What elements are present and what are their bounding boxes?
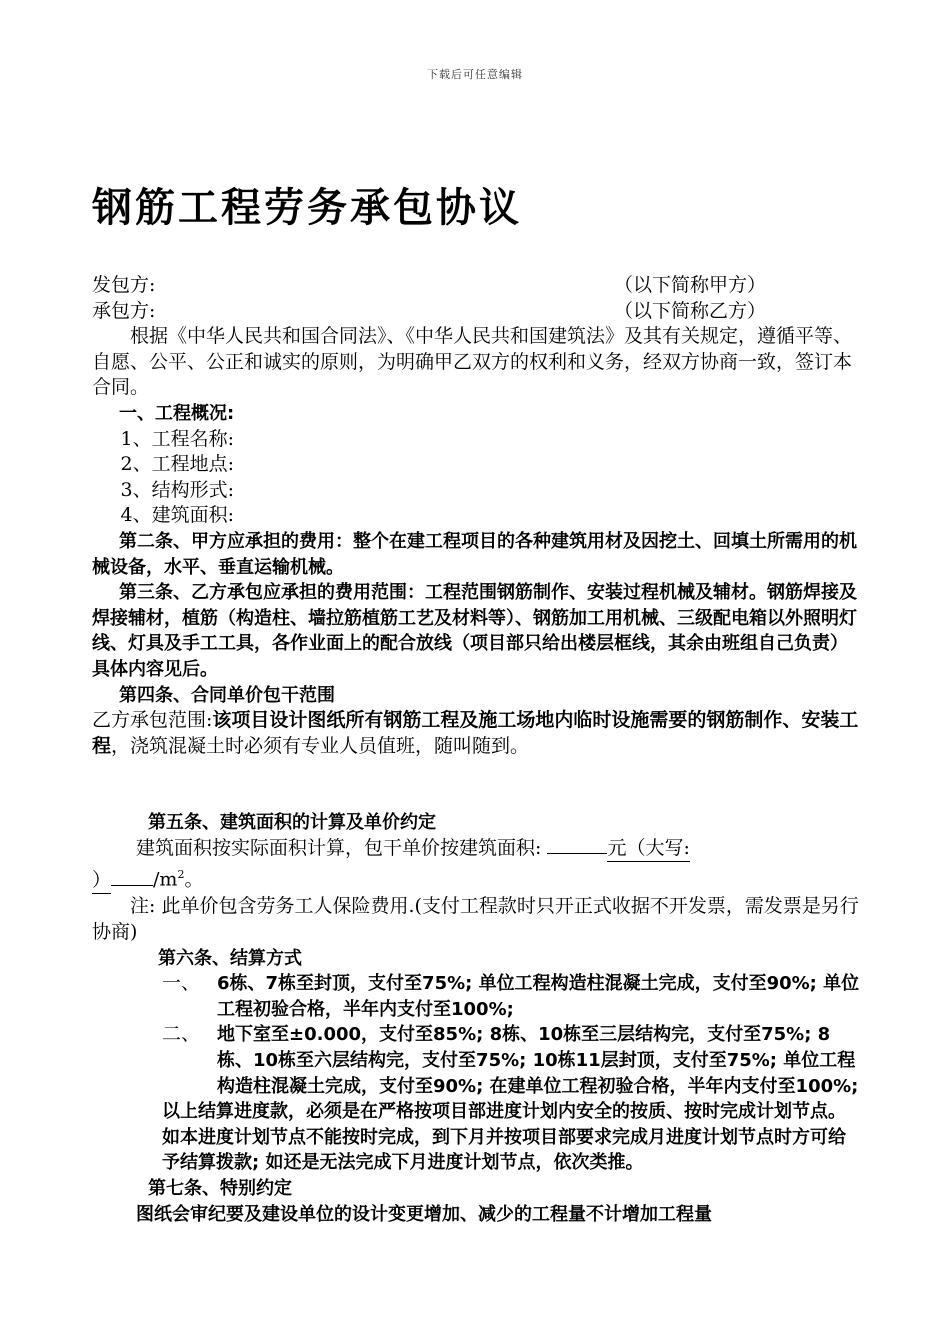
article3-paragraph: 第三条、乙方承包应承担的费用范围：工程范围钢筋制作、安装过程机械及辅材。钢筋焊接及焊接辅材，植筋（构造柱、墙拉筋植筋工艺及材料等）、钢筋加工用机械、三级配电箱以外照明灯线、灯具及手工工具，各作业面上的配合放线（项目部只给出楼层框线，其余由班组自己负责）具体内容见后。 [92,582,857,680]
document-body [92,273,862,1227]
contractor-short: （以下简称乙方） [613,299,766,322]
article4-bold-text: 该项目设计图纸所有钢筋工程及施工场地内临时设施需要的钢筋制作、安装工程 [92,709,859,757]
spacer [92,759,862,810]
settlement-item-number: 二、 [162,1023,201,1046]
price-unit: /m [153,868,178,891]
intro-paragraph: 根据《中华人民共和国合同法》、《中华人民共和国建筑法》及其有关规定，遵循平等、自愿、公平、公正和诚实的原则，为明确甲乙双方的权利和义务，经双方协商一致，签订本合同。 [92,325,853,399]
article2-paragraph: 第二条、甲方应承担的费用：整个在建工程项目的各种建筑用材及因挖土、回填土所需用的机械设备，水平、垂直运输机械。 [92,530,857,578]
settlement-item [92,971,862,1022]
section1-heading: 一、工程概况: [119,402,235,424]
article7-text: 图纸会审纪要及建设单位的设计变更增加、减少的工程量不计增加工程量 [136,1203,712,1225]
employer-short: （以下简称甲方） [613,274,766,296]
contractor-label: 承包方: [92,299,156,322]
employer-row [92,273,862,299]
settlement-item-text: 6栋、7栋至封顶，支付至75%; 单位工程构造柱混凝土完成，支付至90%; 单位工程初验合格，半年内支付至100%; [217,973,860,1020]
price-yuan: 元（大写: [607,836,689,863]
article4-heading: 第四条、合同单价包干范围 [119,684,335,706]
price-close: ） [92,868,111,895]
article6-heading: 第六条、结算方式 [158,947,302,969]
contractor-row [92,299,862,325]
settlement-item-number: 一、 [162,972,201,995]
price-blank [547,853,607,854]
article5-line1 [92,836,862,863]
article5-note: 注: 此单价包含劳务工人保险费用.(支付工程款时只开正式收据不开发票，需发票是另行协商) [92,895,859,943]
article4-rest: ，浇筑混凝土时必须有专业人员值班，随叫随到。 [111,734,530,757]
section1-item: 4、建筑面积: [120,504,234,527]
article4-label: 乙方承包范围: [92,709,213,732]
price-end: 。 [184,868,204,891]
article5-heading: 第五条、建筑面积的计算及单价约定 [148,812,436,834]
settlement-item [92,1022,862,1099]
price-unit-sup: 2 [177,868,185,882]
section1-item: 2、工程地点: [120,453,234,476]
employer-label: 发包方: [92,274,156,296]
document-title: 钢筋工程劳务承包协议 [92,185,522,231]
article4-paragraph [92,708,862,759]
section1-item: 3、结构形式: [120,478,234,501]
article6-paragraph: 以上结算进度款，必须是在严格按项目部进度计划内安全的按质、按时完成计划节点。如本进度计划节点不能按时完成，到下月并按项目部要求完成月进度计划节点时方可给予结算拨款; 如还是无法完成下月进度计划节点，依次类推。 [162,1101,846,1174]
settlement-item-text: 地下室至±0.000，支付至85%; 8栋、10栋至三层结构完，支付至75%; 8栋、10栋至六层结构完，支付至75%; 10栋11层封顶，支付至75%; 单位工程构造柱混凝土完成，支付至90%; 在建单位工程初验合格，半年内支付至100%; [217,1024,859,1097]
page-header: 下载后可任意编辑 [427,68,523,81]
article5-line2 [92,862,862,894]
article5-line1-text: 建筑面积按实际面积计算，包干单价按建筑面积: [136,836,542,859]
article7-heading: 第七条、特别约定 [148,1177,292,1199]
price-capital-blank [111,885,153,886]
section1-item: 1、工程名称: [120,427,234,450]
